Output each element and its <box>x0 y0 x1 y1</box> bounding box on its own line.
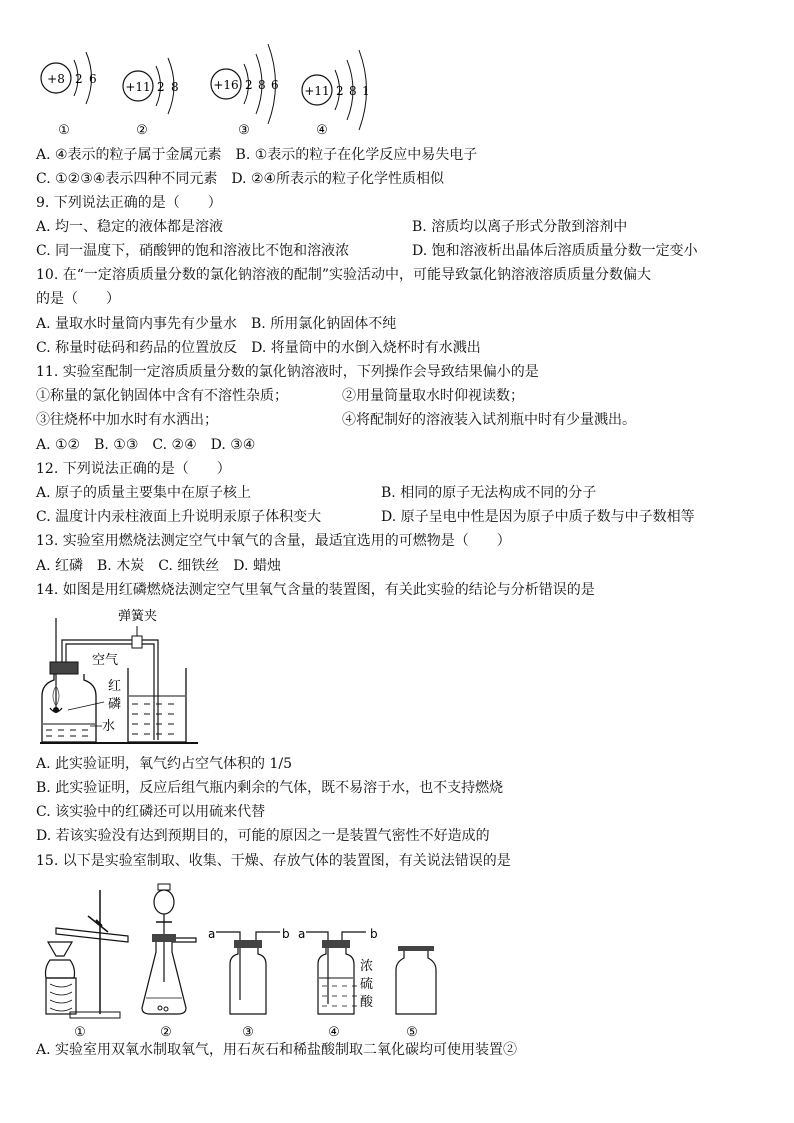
shell-electrons: 2 <box>157 80 165 94</box>
water-label: 水 <box>102 719 116 734</box>
shell-electrons: 8 <box>258 78 266 92</box>
shell-electrons: 6 <box>89 72 97 86</box>
q14-option-a: A. 此实验证明，氧气约占空气体积的 1/5 <box>36 756 292 772</box>
gas-apparatus-figure <box>0 872 794 1042</box>
nucleus-charge: +16 <box>213 78 239 92</box>
atom-diagram-2 <box>123 58 179 138</box>
nucleus-charge: +11 <box>125 80 151 94</box>
q14-stem: 14. 如图是用红磷燃烧法测定空气里氧气含量的装置图，有关此实验的结论与分析错误的是 <box>36 582 595 598</box>
apparatus-label: ③ <box>242 1025 254 1040</box>
bottle-stopper <box>50 662 78 674</box>
q10-options-ab: A. 量取水时量筒内事先有少量水 B. 所用氯化钠固体不纯 <box>36 316 397 332</box>
nucleus-charge: +8 <box>47 72 65 86</box>
q8-options-cd: C. ①②③④表示四种不同元素 D. ②④所表示的粒子化学性质相似 <box>36 171 445 187</box>
apparatus-3-gas-bottle <box>208 927 290 1040</box>
phosphorus-label-1: 红 <box>108 679 122 694</box>
atom-label: ④ <box>316 123 328 138</box>
q12-option-d: D. 原子呈电中性是因为原子中质子数与中子数相等 <box>381 509 695 525</box>
port-a-label: a <box>208 927 216 941</box>
apparatus-label: ① <box>74 1025 86 1040</box>
apparatus-4-drying-bottle <box>298 927 378 1040</box>
phosphorus-label-2: 磷 <box>108 697 122 712</box>
q12-option-b: B. 相同的原子无法构成不同的分子 <box>381 485 597 501</box>
apparatus-1-heating <box>46 890 129 1040</box>
q10-stem-line1: 10. 在“一定溶质质量分数的氯化钠溶液的配制”实验活动中，可能导致氯化钠溶液溶质质量分数偏大 <box>36 267 652 283</box>
shell-electrons: 8 <box>349 84 357 98</box>
q12-option-a: A. 原子的质量主要集中在原子核上 <box>36 485 252 501</box>
spring-clamp <box>132 636 142 648</box>
q11-stem: 11. 实验室配制一定溶质质量分数的氯化钠溶液时，下列操作会导致结果偏小的是 <box>36 364 539 380</box>
atom-label: ③ <box>238 123 250 138</box>
atom-label: ① <box>58 123 70 138</box>
q9-option-b: B. 溶质均以离子形式分散到溶剂中 <box>412 219 628 235</box>
q9-option-d: D. 饱和溶液析出晶体后溶质质量分数一定变小 <box>412 243 698 259</box>
q11-item-2: ②用量筒量取水时仰视读数； <box>342 388 524 404</box>
atom-diagram-4 <box>302 50 370 138</box>
q12-stem: 12. 下列说法正确的是（ ） <box>36 461 231 477</box>
shell-electrons: 6 <box>271 78 279 92</box>
q9-option-c: C. 同一温度下，硝酸钾的饱和溶液比不饱和溶液浓 <box>36 243 350 259</box>
q9-option-a: A. 均一、稳定的液体都是溶液 <box>36 219 224 235</box>
apparatus-label: ④ <box>328 1025 340 1040</box>
q12-option-c: C. 温度计内汞柱液面上升说明汞原子体积变大 <box>36 509 322 525</box>
shell-electrons: 8 <box>171 80 179 94</box>
shell-electrons: 2 <box>75 72 83 86</box>
q8-options-ab: A. ④表示的粒子属于金属元素 B. ①表示的粒子在化学反应中易失电子 <box>36 147 478 163</box>
q14-option-d: D. 若该实验没有达到预期目的，可能的原因之一是装置气密性不好造成的 <box>36 828 490 844</box>
q13-choices: A. 红磷 B. 木炭 C. 细铁丝 D. 蜡烛 <box>36 558 281 574</box>
acid-label-3: 酸 <box>360 995 374 1010</box>
atom-diagram-3 <box>211 44 279 138</box>
q11-choices: A. ①② B. ①③ C. ②④ D. ③④ <box>36 437 256 453</box>
apparatus-2-flask <box>142 884 196 1040</box>
atom-diagram-1 <box>41 52 97 138</box>
beaker <box>128 668 186 742</box>
port-a-label: a <box>298 927 306 941</box>
atom-structure-figure <box>0 0 794 140</box>
q13-stem: 13. 实验室用燃烧法测定空气中氧气的含量，最适宜选用的可燃物是（ ） <box>36 533 511 549</box>
clamp-label: 弹簧夹 <box>118 609 158 624</box>
q11-item-1: ①称量的氯化钠固体中含有不溶性杂质； <box>36 388 288 404</box>
port-b-label: b <box>370 927 378 941</box>
apparatus-5-storage-bottle <box>396 946 436 1040</box>
nucleus-charge: +11 <box>304 84 330 98</box>
q15-stem: 15. 以下是实验室制取、收集、干燥、存放气体的装置图，有关说法错误的是 <box>36 853 511 869</box>
q15-option-a: A. 实验室用双氧水制取氧气，用石灰石和稀盐酸制取二氧化碳均可使用装置② <box>36 1042 518 1058</box>
q14-option-c: C. 该实验中的红磷还可以用硫来代替 <box>36 804 266 820</box>
air-label: 空气 <box>92 653 119 668</box>
q10-options-cd: C. 称量时砝码和药品的位置放反 D. 将量筒中的水倒入烧杯时有水溅出 <box>36 340 481 356</box>
q14-option-b: B. 此实验证明，反应后组气瓶内剩余的气体，既不易溶于水，也不支持燃烧 <box>36 780 504 796</box>
q11-item-4: ④将配制好的溶液装入试剂瓶中时有少量溅出。 <box>342 412 636 428</box>
red-phosphorus-apparatus-figure <box>0 600 794 750</box>
q9-stem: 9. 下列说法正确的是（ ） <box>36 195 222 211</box>
apparatus-label: ② <box>160 1025 172 1040</box>
q10-stem-line2: 的是（ ） <box>36 291 120 307</box>
apparatus-label: ⑤ <box>406 1025 418 1040</box>
shell-electrons: 2 <box>245 78 253 92</box>
shell-electrons: 1 <box>362 84 370 98</box>
atom-label: ② <box>136 123 148 138</box>
shell-electrons: 2 <box>336 84 344 98</box>
acid-label-1: 浓 <box>360 959 374 974</box>
q11-item-3: ③往烧杯中加水时有水洒出； <box>36 412 218 428</box>
port-b-label: b <box>282 927 290 941</box>
acid-label-2: 硫 <box>360 977 374 992</box>
